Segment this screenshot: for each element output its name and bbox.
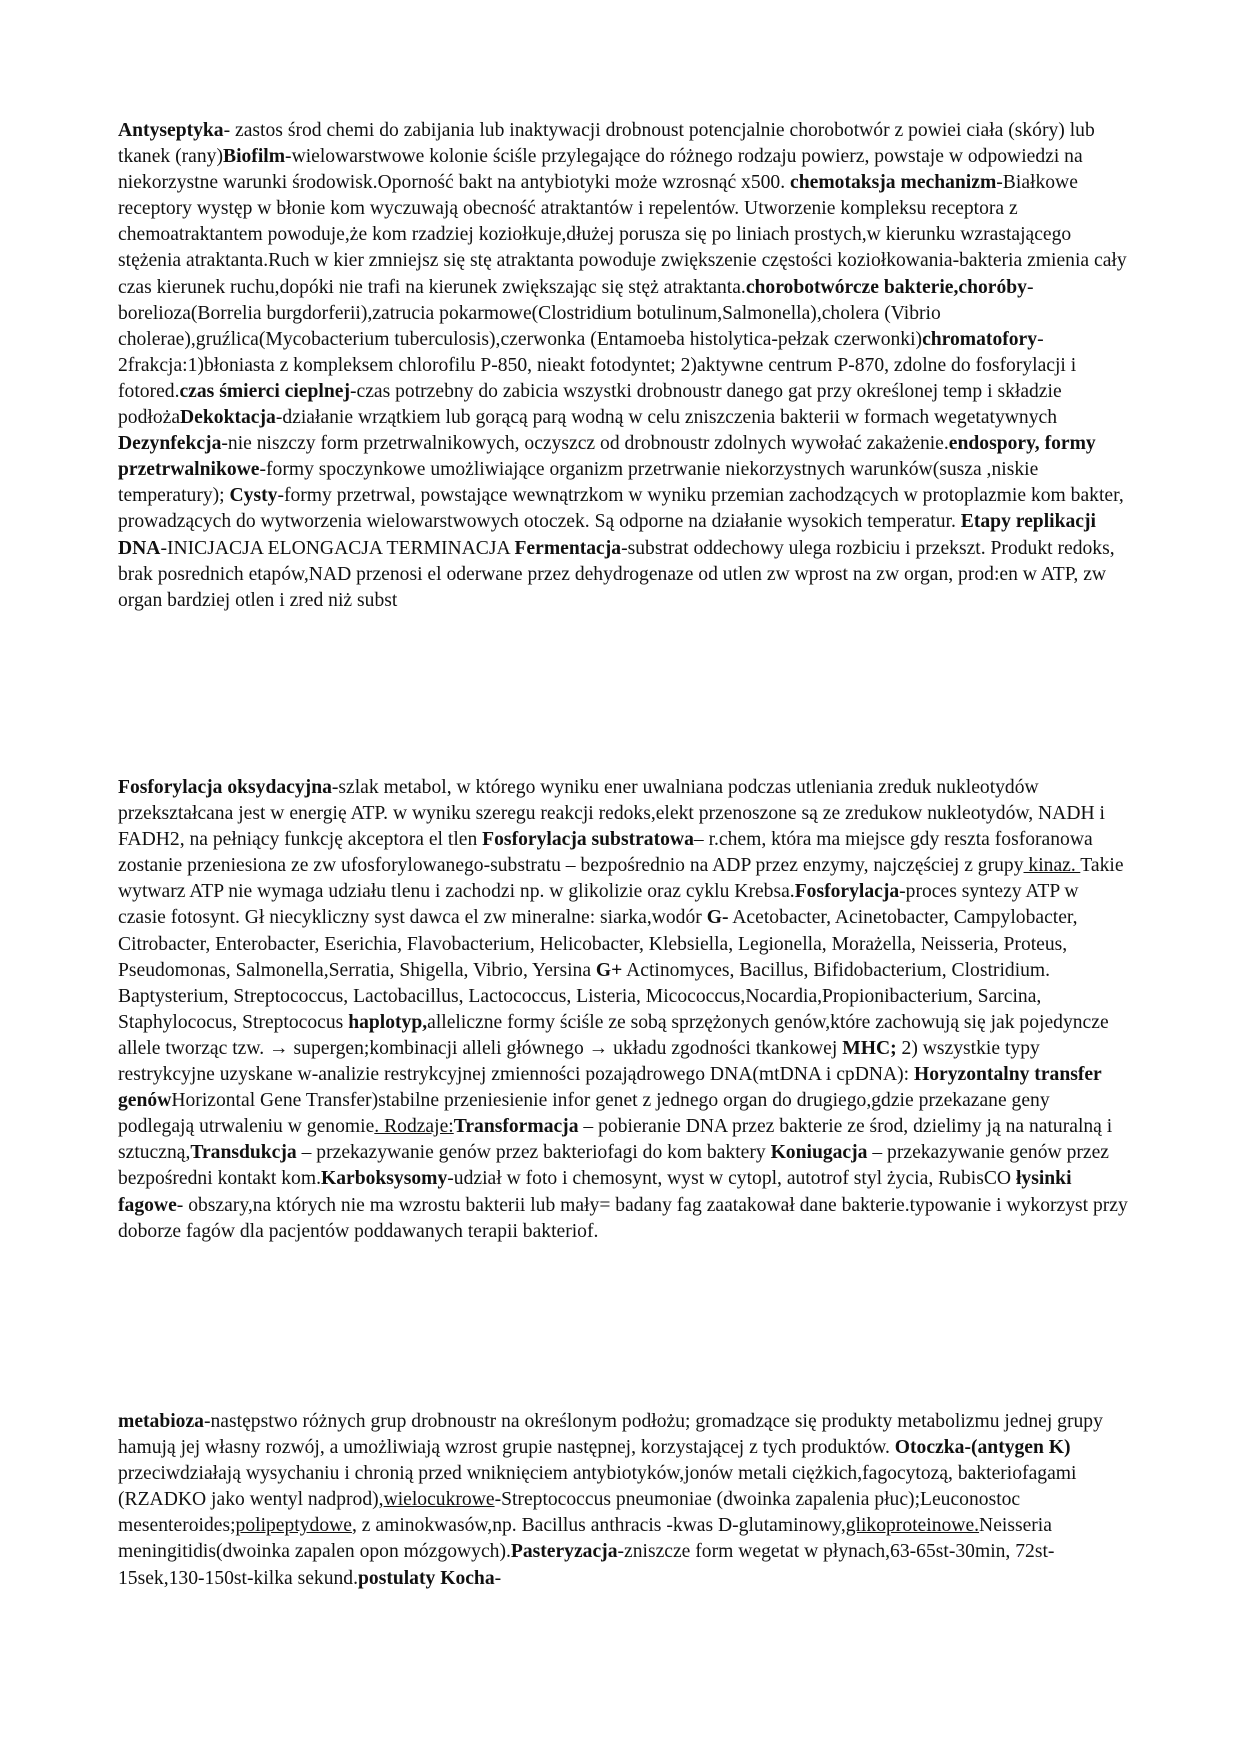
term-heading: czas śmierci cieplnej (179, 380, 350, 402)
text-run: Acetobacter, Acinetobacter, Campylobacter, Citrobacter, Enterobacter, Eserichia, Flavobacterium, Helicobacter, Klebsiella, Legionella, Morażella, Neisseria, Proteus, Pseudomonas, Salmonella,Serratia, Shigella, Vibrio, Yersina (118, 907, 1078, 981)
term-heading: G- (706, 907, 729, 929)
text-run: -proces syntezy ATP w czasie fotosynt. Gł niecykliczny syst dawca el zw mineralne: siarka,wodór (118, 881, 1079, 929)
text-run: -Streptococcus pneumoniae (dwoinka zapalenia płuc);Leuconostoc mesenteroides; (118, 1489, 1021, 1537)
text-run: -nie niszczy form przetrwalnikowych, oczyszcz od drobnoustr zdolnych wywołać zakażenie. (221, 433, 949, 455)
text-run: -INICJACJA ELONGACJA TERMINACJA (160, 537, 515, 559)
term-heading: MHC; (842, 1037, 897, 1059)
text-run: -szlak metabol, w którego wyniku ener uwalniana podczas utleniania zreduk nukleotydów przekształcana jest w energię ATP. w wyniku szeregu reakcji redoks,elekt przenoszone są ze zredukow nukleotydów, NADH i FADH2, na pełniący funkcję akceptora el tlen (118, 777, 1105, 851)
term-heading: Fermentacja (514, 537, 622, 559)
term-heading: Koniugacja (770, 1142, 868, 1164)
text-run: Takie wytwarz ATP nie wymaga udziału tlenu i zachodzi np. w glikolizie oraz cyklu Krebsa. (118, 855, 1124, 903)
term-heading: G+ (595, 959, 623, 981)
paragraph-2 (118, 775, 1128, 1245)
term-heading: Fosforylacja (794, 881, 900, 903)
text-run: – przekazywanie genów przez bakteriofagi do kom baktery (296, 1142, 771, 1164)
text-run: -zniszcze form wegetat w płynach,63-65st-30min, 72st-15sek,130-150st-kilka sekund. (118, 1541, 1055, 1589)
text-run: - (494, 1567, 502, 1589)
underlined-text: kinaz. (1023, 855, 1081, 877)
text-run: – przekazywanie genów przez bezpośredni kontakt kom. (118, 1142, 1109, 1190)
text-run: -czas potrzebny do zabicia wszystki drobnoustr danego gat przy określonej temp i składzie podłoża (118, 380, 1062, 429)
text-run: – r.chem, która ma miejsce gdy reszta fosforanowa zostanie przeniesiona ze zw ufosforylowanego-substratu – bezpośrednio na ADP przez enzymy, najczęściej z grupy (118, 829, 1093, 877)
underlined-text: glikoproteinowe. (845, 1515, 980, 1537)
underlined-text: . Rodzaje: (374, 1116, 454, 1138)
term-heading: Horyzontalny transfer genów (118, 1064, 1102, 1112)
term-heading: Transformacja (453, 1116, 579, 1138)
term-heading: Antyseptyka (118, 120, 224, 141)
text-run: -formy spoczynkowe umożliwiające organizm przetrwanie niekorzystnych warunków(susza ,niskie temperatury); (118, 459, 1039, 507)
text-run: -formy przetrwal, powstające wewnątrzkom w wyniku przemian zachodzących w protoplazmie kom bakter, prowadzących do wytworzenia wielowarstwowych otoczek. Są odporne na działanie wysokich temperatur. (118, 485, 1124, 533)
term-heading: Dezynfekcja (118, 433, 222, 455)
underlined-text: polipeptydowe (235, 1515, 352, 1537)
paragraph-3 (118, 1409, 1128, 1592)
term-heading: Dekoktacja (180, 407, 276, 429)
text-run: -wielowarstwowe kolonie ściśle przylegające do różnego rodzaju powierz, powstaje w odpowiedzi na niekorzystne warunki środowisk.Oporność bakt na antybiotyki może wzrosnąć x500. (118, 146, 1083, 194)
text-run: - 2frakcja:1)błoniasta z kompleksem chlorofilu P-850, nieakt fotodyntet; 2)aktywne centrum P-870, zdolne do fosforylacji i fotored. (118, 328, 1077, 402)
term-heading: Fosforylacja oksydacyjna (118, 777, 332, 798)
term-heading: Fosforylacja substratowa (482, 829, 694, 851)
text-run: - borelioza(Borrelia burgdorferii),zatrucia pokarmowe(Clostridium botulinum,Salmonella),cholera (Vibrio cholerae),gruźlica(Mycobacterium tuberculosis),czerwonka (Entamoeba histolytica-pełzak czerwonki) (118, 276, 1034, 350)
term-heading: chemotaksja mechanizm (790, 172, 997, 194)
text-run: -Białkowe receptory występ w błonie kom wyczuwają obecność atraktantów i repelentów. Utworzenie kompleksu receptora z chemoatraktantem powoduje,że kom rzadziej koziołkuje,dłużej porusza się po liniach prostych,w kierunku wzrastającego stężenia atraktanta.Ruch w kier zmniejsz się stę atraktanta powoduje zwiększenie częstości koziołkowania-bakteria zmienia cały czas kierunek ruchu,dopóki nie trafi na kierunek zwiększając się stęż atraktanta. (118, 172, 1127, 298)
text-run: -substrat oddechowy ulega rozbiciu i przekszt. Produkt redoks, brak posrednich etapów,NAD przenosi el oderwane przez dehydrogenaze od utlen zw wprost na zw organ, prod:en w ATP, zw organ bardziej otlen i zred niż subst (118, 537, 1115, 611)
text-run: - zastos środ chemi do zabijania lub inaktywacji drobnoust potencjalnie chorobotwór z powiei ciała (skóry) lub tkanek (rany) (118, 120, 1095, 168)
underlined-text: wielocukrowe (383, 1489, 495, 1511)
text-run: -następstwo różnych grup drobnoustr na określonym podłożu; gromadzące się produkty metabolizmu jednej grupy hamują jej własny rozwój, a umożliwiają wzrost grupie następnej, korzystającej z tych produktów. (118, 1411, 1103, 1459)
text-run: – pobieranie DNA przez bakterie ze środ, dzielimy ją na naturalną i sztuczną, (118, 1116, 1113, 1164)
term-heading: Transdukcja (190, 1142, 297, 1164)
term-heading: łysinki fagowe (118, 1168, 1072, 1216)
text-run: -udział w foto i chemosynt, wyst w cytopl, autotrof styl życia, RubisCO (447, 1168, 1016, 1190)
text-run: , z aminokwasów,np. Bacillus anthracis -kwas D-glutaminowy, (351, 1515, 846, 1537)
term-heading: Pasteryzacja (510, 1541, 618, 1563)
term-heading: haplotyp, (348, 1011, 428, 1033)
term-heading: chromatofory (922, 328, 1038, 350)
text-run: alleliczne formy ściśle ze sobą sprzężonych genów,które zachowują się jak pojedyncze allele tworząc tzw. → supergen;kombinacji alleli głównego → układu zgodności tkankowej (118, 1011, 1109, 1059)
term-heading: Etapy replikacji DNA (118, 511, 1096, 559)
text-run: -działanie wrzątkiem lub gorącą parą wodną w celu zniszczenia bakterii w formach wegetatywnych (275, 407, 1058, 429)
paragraph-1 (118, 118, 1128, 614)
term-heading: Karboksysomy (320, 1168, 448, 1190)
text-run: Horizontal Gene Transfer)stabilne przeniesienie infor genet z jednego organ do drugiego,gdzie przekazane geny podlegają utrwaleniu w genomie (118, 1090, 1050, 1138)
text-run: Actinomyces, Bacillus, Bifidobacterium, Clostridium. Baptysterium, Streptococcus, Lactobacillus, Lactococcus, Listeria, Micococcus,Nocardia,Propionibacterium, Sarcina, Staphylococus, Streptococus (118, 959, 1051, 1033)
term-heading: Cysty (229, 485, 278, 507)
term-heading: endospory, formy przetrwalnikowe (118, 433, 1096, 481)
term-heading: Biofilm (223, 146, 286, 168)
term-heading: postulaty Kocha (358, 1567, 495, 1589)
text-run: - obszary,na których nie ma wzrostu bakterii lub mały= badany fag zaatakował dane bakterie.typowanie i wykorzyst przy doborze fagów dla pacjentów poddawanych terapii bakteriof. (118, 1194, 1128, 1242)
term-heading: metabioza (118, 1411, 204, 1432)
term-heading: Otoczka-(antygen K) (894, 1437, 1071, 1459)
text-run: Neisseria meningitidis(dwoinka zapalen opon mózgowych). (118, 1515, 1052, 1563)
text-run: przeciwdziałają wysychaniu i chronią przed wniknięciem antybiotyków,jonów metali ciężkich,fagocytozą, bakteriofagami (RZADKO jako wentyl nadprod), (118, 1463, 1077, 1511)
text-run: 2) wszystkie typy restrykcyjne uzyskane w-analizie restrykcyjnej zmienności pozajądrowego DNA(mtDNA i cpDNA): (118, 1037, 1040, 1086)
term-heading: chorobotwórcze bakterie,choróby (745, 276, 1027, 298)
